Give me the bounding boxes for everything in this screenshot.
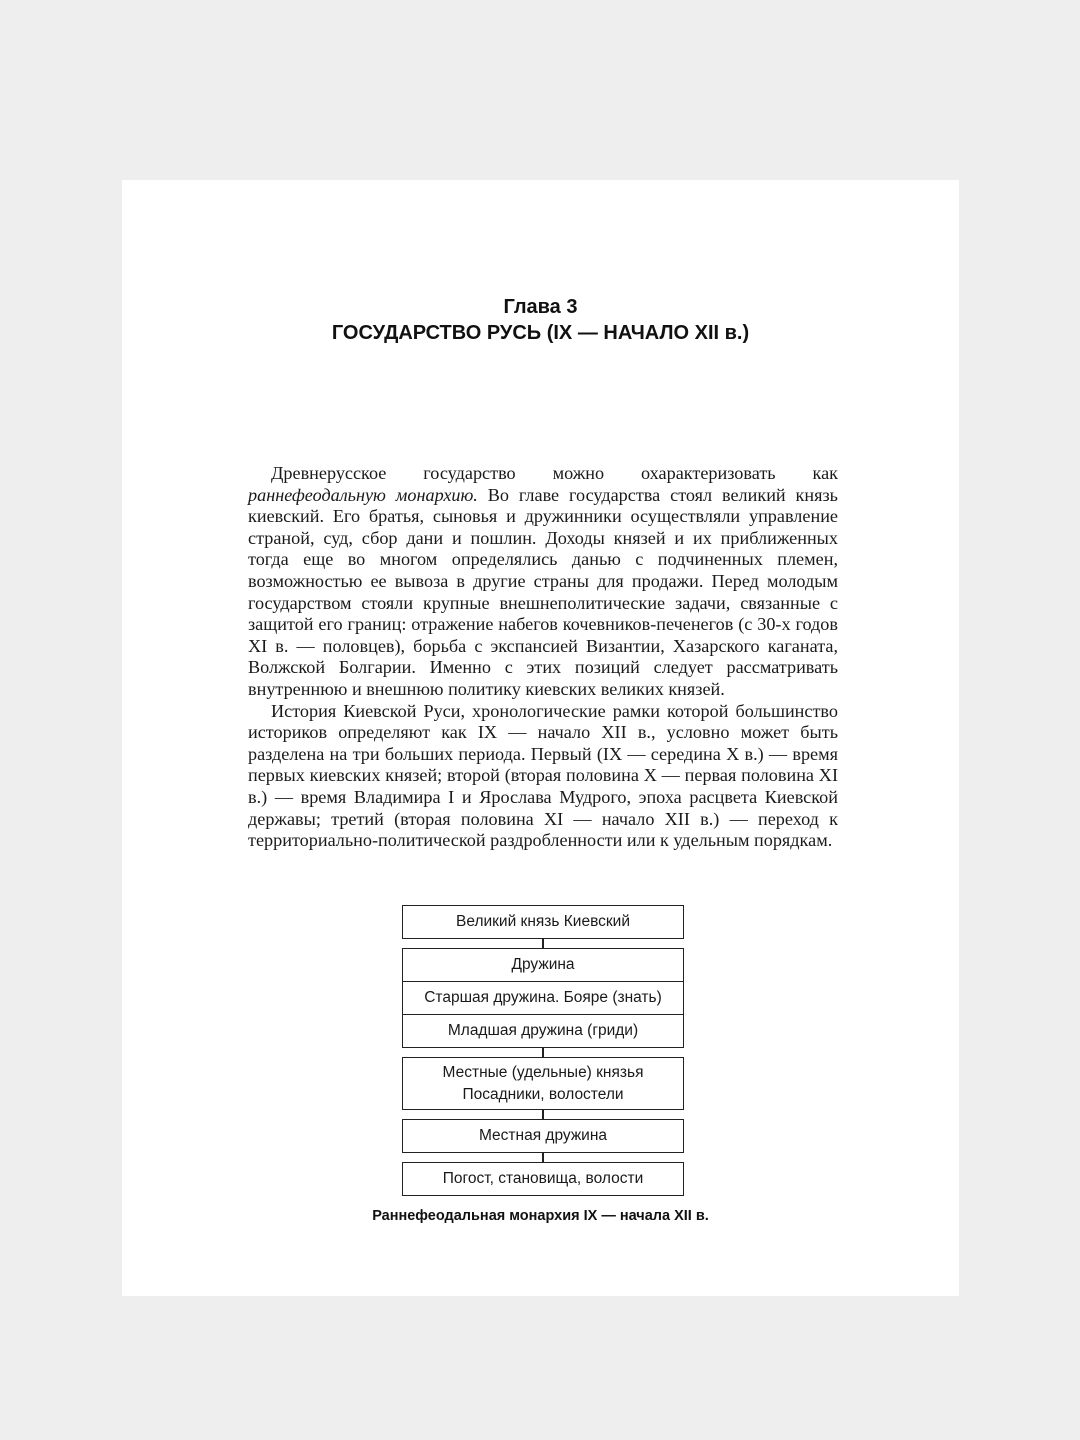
chapter-heading: [122, 294, 959, 346]
diagram-local-princes-line-2: Посадники, волостели: [462, 1085, 624, 1103]
diagram-row-senior-druzhina: Старшая дружина. Бояре (знать): [403, 981, 683, 1014]
paragraph-1-rest: Во главе государства стоял великий князь киевский. Его братья, сыновья и дружинники осуществляли управление страной, суд, сбор дани и пошлин. Доходы князей и их приближенных тогда еще во многом определялись данью с подчиненных племен, возможностью ее вывоза в другие страны для продажи. Перед молодым государством стояли крупные внешнеполитические задачи, связанные с защитой его границ: отражение набегов кочевников-печенегов (с 30-х годов XI в. — половцев), борьба с экспансией Византии, Хазарского каганата, Волжской Болгарии. Именно с этих позиций следует рассматривать внутреннюю и внешнюю политику киевских великих князей.: [248, 484, 838, 699]
diagram-caption: Раннефеодальная монархия IX — начала XII в.: [372, 1208, 709, 1224]
body-text: [248, 463, 838, 852]
book-page: [122, 180, 959, 1296]
diagram-connector: [542, 1153, 544, 1162]
paragraph-1: [248, 463, 838, 701]
diagram-box-pogost: Погост, становища, волости: [402, 1162, 684, 1196]
diagram-box-local-princes: [402, 1057, 684, 1110]
diagram-group-druzhina: [402, 948, 684, 1048]
paragraph-1-start: Древнерусское государство можно охарактеризовать как: [271, 463, 838, 483]
diagram-row-junior-druzhina: Младшая дружина (гриди): [403, 1014, 683, 1047]
diagram-connector: [542, 939, 544, 948]
diagram-connector: [542, 1110, 544, 1119]
paragraph-1-italic-term: раннефеодальную монархию.: [248, 484, 478, 505]
diagram-local-princes-line-1: Местные (удельные) князья: [442, 1063, 644, 1081]
diagram-connector: [542, 1048, 544, 1057]
diagram-row-druzhina: Дружина: [511, 956, 575, 973]
paragraph-2: История Киевской Руси, хронологические рамки которой большинство историков определяют как IX — начало XII в., условно может быть разделена на три больших периода. Первый (IX — середина X в.) — время первых киевских князей; второй (вторая половина X — первая половина XI в.) — время Владимира I и Ярослава Мудрого, эпоха расцвета Киевской державы; третий (вторая половина XI — начало XII в.) — переход к территориально-политической раздробленности или к удельным порядкам.: [248, 700, 838, 851]
diagram-box-local-druzhina: Местная дружина: [402, 1119, 684, 1153]
chapter-title: ГОСУДАРСТВО РУСЬ (IX — НАЧАЛО XII в.): [331, 322, 750, 344]
hierarchy-diagram: [402, 905, 684, 1196]
diagram-box-grand-prince: Великий князь Киевский: [402, 905, 684, 939]
chapter-number: Глава 3: [503, 296, 578, 318]
